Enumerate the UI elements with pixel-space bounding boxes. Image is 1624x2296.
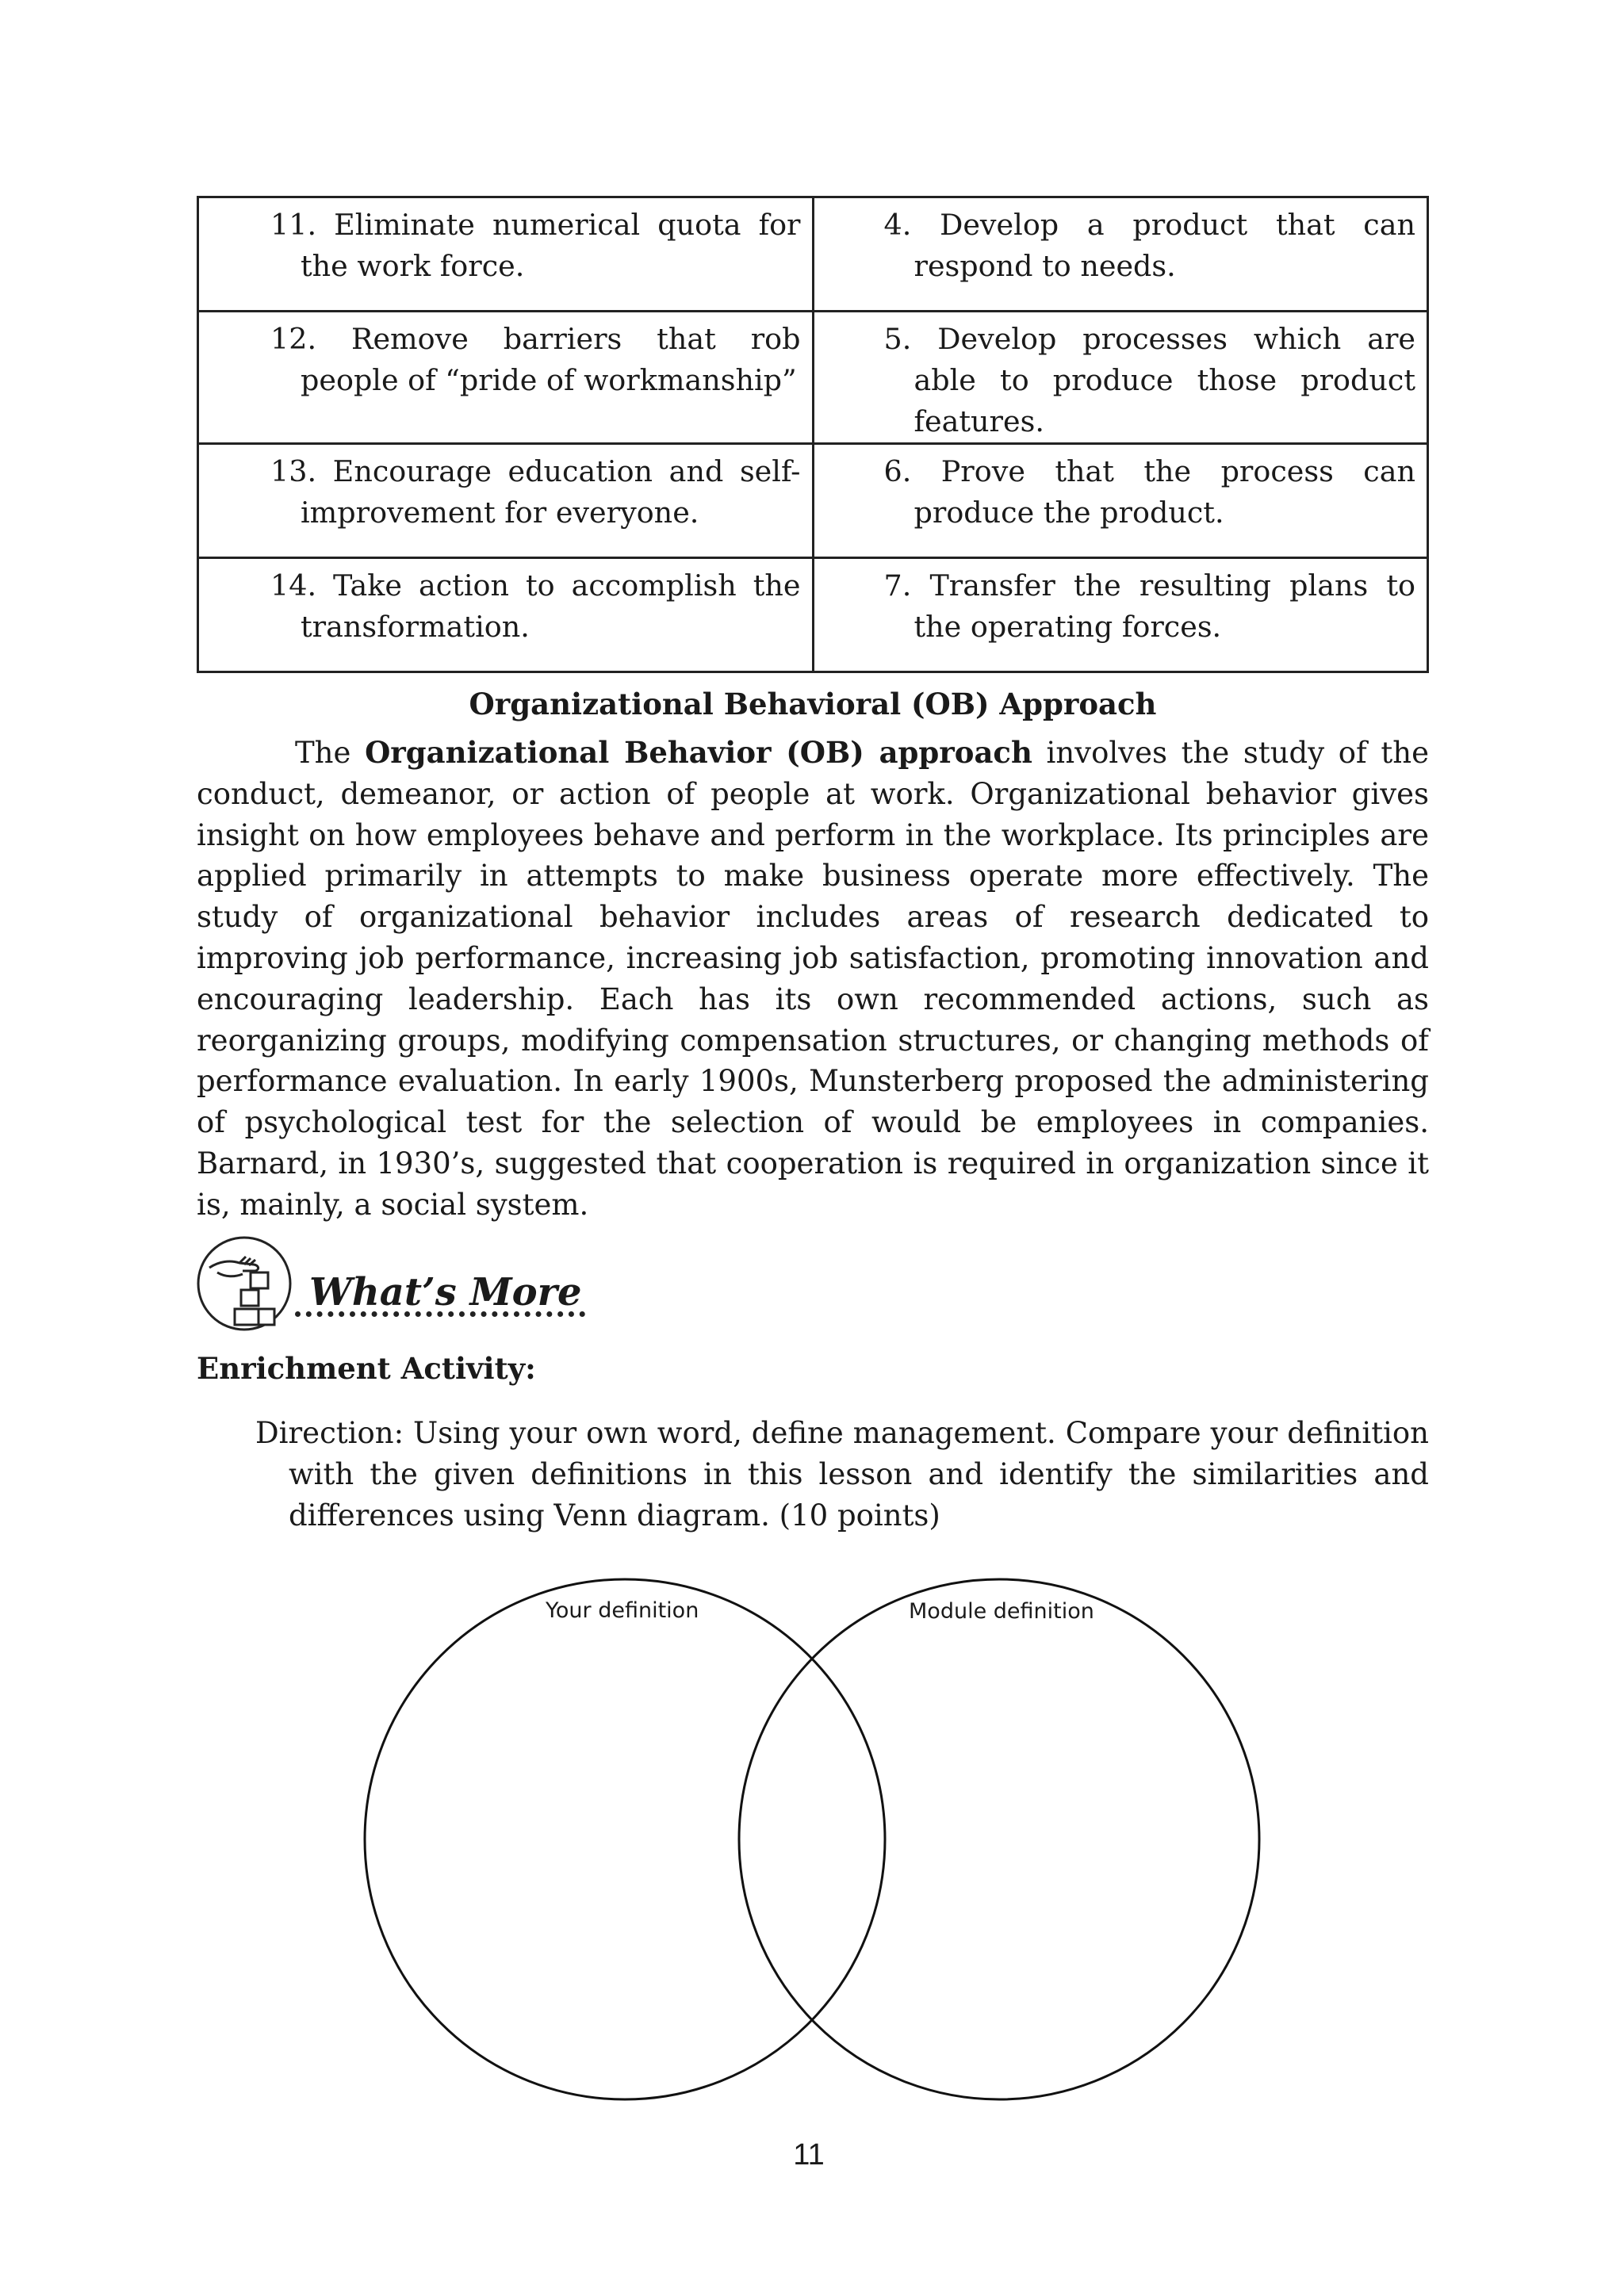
- table-cell-text: 6. Prove that the process can produce the product.: [883, 454, 1415, 530]
- table-row: [198, 558, 1428, 672]
- table-cell-text: 11. Eliminate numerical quota for the work force.: [270, 208, 801, 283]
- table-cell-right: [813, 444, 1428, 558]
- dotted-divider: [295, 1311, 585, 1317]
- table-cell-left: [198, 558, 814, 672]
- whats-more-title: What’s More: [309, 1270, 582, 1314]
- enrichment-activity-label: Enrichment Activity:: [197, 1351, 536, 1386]
- table-cell-left: [198, 444, 814, 558]
- venn-right-label: Module definition: [909, 1599, 1094, 1624]
- table-cell-text: 12. Remove barriers that rob people of “pride of workmanship”: [270, 322, 801, 397]
- page-number: 11: [793, 2138, 825, 2172]
- direction-text: Direction: Using your own word, define management. Compare your definition with the given definitions in this lesson and identify the similarities and differences using Venn diagram. (10 points): [255, 1416, 1429, 1533]
- table-cell-left: [198, 312, 814, 444]
- table-cell-text: 14. Take action to accomplish the transformation.: [270, 568, 801, 644]
- table-cell-left: [198, 197, 814, 312]
- table-row: [198, 444, 1428, 558]
- table-cell-text: 4. Develop a product that can respond to needs.: [883, 208, 1415, 283]
- principles-table: [197, 196, 1429, 673]
- ob-paragraph: The Organizational Behavior (OB) approach involves the study of the conduct, demeanor, or action of people at work. Organizational behavior gives insight on how employees behave and perform in the workplace. Its principles are applied primarily in attempts to make business operate more effectively. The study of organizational behavior includes areas of research dedicated to improving job performance, increasing job satisfaction, promoting innovation and encouraging leadership. Each has its own recommended actions, such as reorganizing groups, modifying compensation structures, or changing methods of performance evaluation. In early 1900s, Munsterberg proposed the administering of psychological test for the selection of would be employees in companies. Barnard, in 1930’s, suggested that cooperation is required in organization since it is, mainly, a social system.: [197, 735, 1429, 1222]
- table-cell-text: 5. Develop processes which are able to produce those product features.: [883, 322, 1415, 438]
- venn-diagram: [349, 1570, 1285, 2109]
- table-cell-text: 7. Transfer the resulting plans to the operating forces.: [883, 568, 1415, 644]
- ob-term: Organizational Behavior (OB) approach: [365, 735, 1032, 770]
- table-cell-right: [813, 312, 1428, 444]
- table-cell-right: [813, 558, 1428, 672]
- venn-right-circle: [739, 1579, 1259, 2099]
- venn-left-label: Your definition: [546, 1598, 699, 1623]
- table-row: [198, 197, 1428, 312]
- table-cell-text: 13. Encourage education and self-improvement for everyone.: [270, 454, 801, 530]
- venn-left-circle: [365, 1579, 885, 2099]
- table-cell-right: [813, 197, 1428, 312]
- hand-stacking-blocks-icon: [195, 1233, 297, 1334]
- table-row: [198, 312, 1428, 444]
- section-title: Organizational Behavioral (OB) Approach: [469, 687, 1157, 721]
